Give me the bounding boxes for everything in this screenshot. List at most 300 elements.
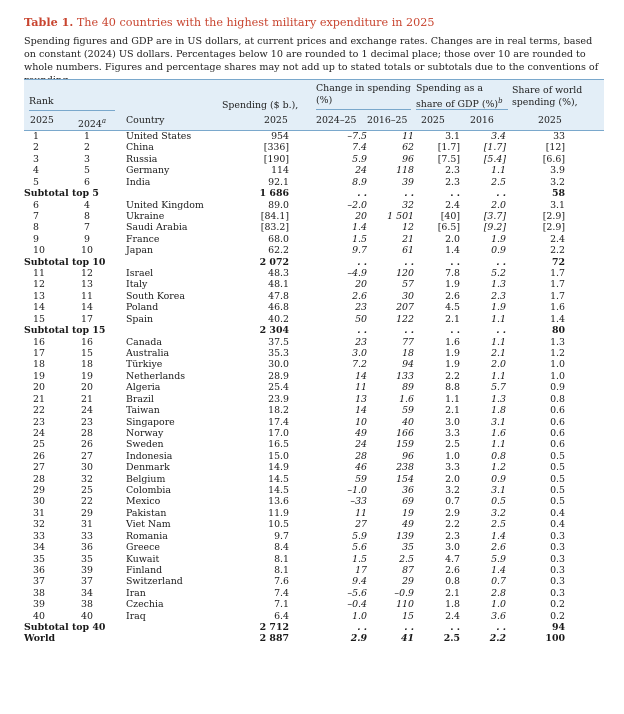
- country-cell: Viet Nam: [126, 519, 171, 531]
- header-gdp-b: 2016: [470, 115, 494, 126]
- gdp-2016-cell: 2.8: [491, 587, 506, 599]
- gdp-2025-cell: 2.3: [445, 176, 460, 188]
- spending-cell: 14.5: [268, 485, 289, 497]
- change-2016-25-cell: 11: [402, 131, 414, 142]
- change-2024-25-cell: . .: [357, 325, 367, 337]
- gdp-2025-cell: 2.4: [445, 199, 460, 211]
- gdp-2025-cell: 7.8: [445, 268, 460, 280]
- rank-2024-cell: 16: [81, 336, 93, 348]
- world-share-cell: 0.5: [550, 450, 565, 462]
- country-cell: Australia: [126, 347, 170, 359]
- gdp-2016-cell: 1.1: [491, 439, 506, 451]
- gdp-2025-cell: 1.6: [445, 336, 460, 348]
- country-cell: Denmark: [126, 462, 170, 474]
- country-cell: Mexico: [126, 496, 161, 508]
- subtotal-row: [24, 622, 604, 633]
- table-row: [24, 576, 604, 587]
- spending-cell: 35.3: [268, 347, 289, 359]
- rank-2024-cell: 13: [81, 279, 93, 291]
- header-change: Change in spending (%): [316, 83, 411, 106]
- rank-2024-cell: 10: [81, 245, 93, 257]
- gdp-2016-cell: 2.6: [491, 542, 506, 554]
- world-share-cell: 72: [551, 256, 565, 268]
- world-share-cell: 0.3: [550, 587, 565, 599]
- gdp-2016-cell: 1.1: [491, 313, 506, 325]
- change-2024-25-cell: 28: [355, 450, 367, 462]
- rank-2024-cell: 11: [81, 290, 93, 302]
- rank-2025-cell: 26: [33, 450, 45, 462]
- gdp-2025-cell: 1.4: [445, 245, 460, 257]
- gdp-2016-cell: 3.6: [491, 610, 506, 622]
- spending-cell: [83.2]: [260, 222, 289, 234]
- gdp-2016-cell: 2.5: [491, 519, 506, 531]
- world-share-cell: 2.2: [550, 245, 565, 257]
- gdp-2025-cell: 1.0: [445, 450, 460, 462]
- country-cell: South Korea: [126, 290, 185, 302]
- country-cell: Algeria: [126, 382, 161, 394]
- change-2016-25-cell: 166: [396, 427, 414, 439]
- spending-cell: 15.0: [268, 450, 289, 462]
- country-cell: Indonesia: [126, 450, 173, 462]
- change-2024-25-cell: 46: [355, 462, 367, 474]
- gdp-2016-cell: 1.3: [491, 393, 506, 405]
- world-share-cell: 1.2: [550, 347, 565, 359]
- gdp-2025-cell: 1.1: [445, 393, 460, 405]
- gdp-2016-cell: 1.8: [491, 405, 506, 417]
- rank-2024-cell: 31: [81, 519, 93, 531]
- gdp-2016-cell: 5.2: [491, 268, 506, 280]
- country-cell: France: [126, 233, 160, 245]
- subtotal-row: [24, 257, 604, 268]
- world-share-cell: 1.7: [550, 268, 565, 280]
- change-2024-25-cell: 7.2: [352, 359, 367, 371]
- change-2024-25-cell: 10: [355, 416, 367, 428]
- rank-2024-cell: 22: [81, 496, 93, 508]
- gdp-2025-cell: 1.9: [445, 359, 460, 371]
- change-2016-25-cell: 238: [396, 462, 414, 474]
- world-share-cell: [12]: [545, 142, 565, 154]
- rank-underline: [29, 110, 115, 111]
- table-row: [24, 245, 604, 256]
- change-2016-25-cell: 2.5: [399, 553, 414, 565]
- table-note: Spending figures and GDP are in US dollars, at current prices and exchange rates. Changes are in real terms, based on constant (2024) US dollars. Percentages below 10 are rounded to 1 decimal place; those over 10 are rounded to whole numbers. Figures and percentage shares may not add up to stated totals or subtotals due to the conventions of: [24, 36, 599, 73]
- gdp-2016-cell: 2.0: [491, 199, 506, 211]
- table-row: [24, 234, 604, 245]
- gdp-2025-cell: 2.6: [445, 290, 460, 302]
- gdp-2016-cell: 0.8: [491, 450, 506, 462]
- world-share-cell: 0.2: [550, 610, 565, 622]
- change-2024-25-cell: 2.9: [350, 633, 367, 645]
- rank-2025-cell: 14: [33, 302, 45, 314]
- gdp-2016-cell: 1.4: [491, 564, 506, 576]
- gdp-2025-cell: 2.4: [445, 610, 460, 622]
- gdp-2016-cell: 1.2: [491, 462, 506, 474]
- gdp-2025-cell: 2.6: [445, 564, 460, 576]
- table-row: [24, 302, 604, 313]
- gdp-2016-cell: 0.9: [491, 473, 506, 485]
- country-cell: Germany: [126, 165, 170, 177]
- world-share-cell: 0.6: [550, 427, 565, 439]
- gdp-2025-cell: 3.0: [445, 542, 460, 554]
- rank-2025-cell: 13: [33, 290, 45, 302]
- change-2024-25-cell: 9.7: [352, 245, 367, 257]
- change-2024-25-cell: 20: [355, 210, 367, 222]
- rank-2025-cell: 9: [33, 233, 39, 245]
- rank-2025-cell: 29: [33, 485, 45, 497]
- header-spending-year: 2025: [264, 115, 288, 126]
- world-share-cell: 3.9: [550, 165, 565, 177]
- rank-2025-cell: 18: [33, 359, 45, 371]
- change-2016-25-cell: 69: [402, 496, 414, 508]
- header-rank-2024: [78, 115, 106, 131]
- gdp-2025-cell: 1.9: [445, 279, 460, 291]
- rank-2024-cell: 14: [81, 302, 93, 314]
- rank-2025-cell: 5: [33, 176, 39, 188]
- country-cell: Belgium: [126, 473, 166, 485]
- gdp-2025-cell: 2.1: [445, 313, 460, 325]
- rank-2024-cell: 9: [84, 233, 90, 245]
- rank-2024-cell: 7: [84, 222, 90, 234]
- rank-2024-cell: 37: [81, 576, 93, 588]
- rank-2025-cell: 6: [33, 199, 39, 211]
- table-row: [24, 508, 604, 519]
- country-cell: Pakistan: [126, 507, 167, 519]
- rank-2025-cell: 15: [33, 313, 45, 325]
- world-share-cell: [6.6]: [542, 153, 565, 165]
- rank-2024-cell: 4: [84, 199, 90, 211]
- spending-cell: 18.2: [268, 405, 289, 417]
- gdp-2025-cell: . .: [450, 622, 460, 634]
- change-2024-25-cell: 23: [355, 302, 367, 314]
- table-row: [24, 565, 604, 576]
- change-2016-25-cell: –0.9: [394, 587, 414, 599]
- world-share-cell: 1.0: [550, 359, 565, 371]
- change-2024-25-cell: –2.0: [347, 199, 367, 211]
- gdp-2016-cell: 5.9: [491, 553, 506, 565]
- row-label: Subtotal top 40: [24, 622, 106, 634]
- table-row: [24, 451, 604, 462]
- subtotal-row: [24, 325, 604, 336]
- change-2016-25-cell: . .: [404, 622, 414, 634]
- table-row: [24, 428, 604, 439]
- spending-cell: 48.3: [268, 268, 289, 280]
- gdp-2025-cell: 3.3: [445, 462, 460, 474]
- header-spending: Spending ($ b.),: [222, 100, 299, 111]
- gdp-2016-cell: 0.5: [491, 496, 506, 508]
- table-title-text: The 40 countries with the highest military expenditure in 2025: [76, 16, 435, 29]
- country-cell: United Kingdom: [126, 199, 204, 211]
- table-row: [24, 177, 604, 188]
- spending-cell: 2 072: [259, 256, 289, 268]
- table-row: [24, 314, 604, 325]
- world-share-cell: 0.8: [550, 393, 565, 405]
- change-2016-25-cell: 1 501: [387, 210, 414, 222]
- change-2016-25-cell: 207: [396, 302, 414, 314]
- change-2024-25-cell: 17: [355, 564, 367, 576]
- country-cell: Taiwan: [126, 405, 160, 417]
- country-cell: Singapore: [126, 416, 175, 428]
- country-cell: Poland: [126, 302, 159, 314]
- country-cell: Canada: [126, 336, 162, 348]
- rank-2024-cell: 29: [81, 507, 93, 519]
- change-2024-25-cell: 2.6: [352, 290, 367, 302]
- header-world-share: Share of world spending (%),: [512, 85, 583, 108]
- world-share-cell: 0.3: [550, 564, 565, 576]
- spending-cell: 46.8: [268, 302, 289, 314]
- rank-2025-cell: 40: [33, 610, 45, 622]
- spending-cell: 2 712: [259, 622, 289, 634]
- header-change-b: 2016–25: [367, 115, 408, 126]
- change-2024-25-cell: 11: [355, 382, 367, 394]
- spending-cell: 37.5: [268, 336, 289, 348]
- table-row: [24, 268, 604, 279]
- rank-2025-cell: 17: [33, 347, 45, 359]
- spending-cell: 17.0: [268, 427, 289, 439]
- change-2016-25-cell: 154: [396, 473, 414, 485]
- change-2024-25-cell: . .: [357, 622, 367, 634]
- change-2016-25-cell: 62: [402, 142, 414, 154]
- table-row: [24, 611, 604, 622]
- spending-cell: 8.1: [274, 564, 289, 576]
- rank-2025-cell: 11: [33, 268, 45, 280]
- gdp-2025-cell: 2.1: [445, 587, 460, 599]
- change-2024-25-cell: –5.6: [347, 587, 367, 599]
- spending-cell: 62.2: [268, 245, 289, 257]
- world-share-cell: 0.3: [550, 542, 565, 554]
- table-row: [24, 531, 604, 542]
- world-share-cell: 0.6: [550, 439, 565, 451]
- spending-cell: 40.2: [268, 313, 289, 325]
- table-row: [24, 211, 604, 222]
- gdp-2025-cell: 1.8: [445, 599, 460, 611]
- table-row: [24, 462, 604, 473]
- gdp-2016-cell: 3.2: [491, 507, 506, 519]
- rank-2025-cell: 22: [33, 405, 45, 417]
- rank-2024-cell: 17: [81, 313, 93, 325]
- rank-2025-cell: 20: [33, 382, 45, 394]
- change-2024-25-cell: 5.6: [352, 542, 367, 554]
- rank-2025-cell: 37: [33, 576, 45, 588]
- gdp-2016-cell: 2.2: [489, 633, 506, 645]
- change-2016-25-cell: 35: [402, 542, 414, 554]
- header-rank-2024-sup: a: [101, 117, 107, 125]
- world-share-cell: 0.6: [550, 405, 565, 417]
- country-cell: Iran: [126, 587, 146, 599]
- change-2024-25-cell: 14: [355, 405, 367, 417]
- gdp-2016-cell: . .: [496, 256, 506, 268]
- gdp-2016-cell: 1.1: [491, 336, 506, 348]
- gdp-2025-cell: [40]: [440, 210, 460, 222]
- change-2024-25-cell: 14: [355, 370, 367, 382]
- change-2024-25-cell: 13: [355, 393, 367, 405]
- gdp-2025-cell: 2.3: [445, 165, 460, 177]
- spending-cell: 25.4: [268, 382, 289, 394]
- rank-2025-cell: 4: [33, 165, 39, 177]
- country-cell: Romania: [126, 530, 168, 542]
- table-row: [24, 382, 604, 393]
- world-share-cell: 1.3: [550, 336, 565, 348]
- change-2016-25-cell: 40: [402, 416, 414, 428]
- country-cell: Norway: [126, 427, 164, 439]
- change-2016-25-cell: 29: [402, 576, 414, 588]
- spending-cell: 10.5: [268, 519, 289, 531]
- world-share-cell: 33: [553, 131, 565, 142]
- change-2016-25-cell: 30: [402, 290, 414, 302]
- spending-cell: 954: [271, 131, 289, 142]
- spending-cell: 68.0: [268, 233, 289, 245]
- rank-2024-cell: 5: [84, 165, 90, 177]
- change-underline: [316, 109, 411, 110]
- gdp-2016-cell: 1.4: [491, 530, 506, 542]
- gdp-2025-cell: . .: [450, 325, 460, 337]
- country-cell: Sweden: [126, 439, 164, 451]
- change-2016-25-cell: 89: [402, 382, 414, 394]
- change-2016-25-cell: 19: [402, 507, 414, 519]
- change-2024-25-cell: 20: [355, 279, 367, 291]
- world-share-cell: 0.4: [550, 507, 565, 519]
- spending-cell: 23.9: [268, 393, 289, 405]
- header-country: Country: [126, 115, 165, 126]
- gdp-2016-cell: . .: [496, 622, 506, 634]
- header-change-a: 2024–25: [316, 115, 357, 126]
- change-2016-25-cell: 94: [402, 359, 414, 371]
- country-cell: Finland: [126, 564, 163, 576]
- change-2016-25-cell: . .: [404, 325, 414, 337]
- spending-cell: 89.0: [268, 199, 289, 211]
- rank-2024-cell: 15: [81, 347, 93, 359]
- rank-2025-cell: 21: [33, 393, 45, 405]
- spending-cell: [84.1]: [260, 210, 289, 222]
- rank-2024-cell: 3: [84, 153, 90, 165]
- change-2024-25-cell: 1.5: [352, 233, 367, 245]
- table-row: [24, 394, 604, 405]
- spending-cell: 92.1: [268, 176, 289, 188]
- rank-2025-cell: 28: [33, 473, 45, 485]
- spending-cell: 47.8: [268, 290, 289, 302]
- spending-cell: [336]: [263, 142, 289, 154]
- rank-2024-cell: 12: [81, 268, 93, 280]
- header-rank-2025: 2025: [30, 115, 54, 126]
- header-gdp-share: [416, 83, 508, 111]
- table-row: [24, 371, 604, 382]
- spending-cell: 16.5: [268, 439, 289, 451]
- change-2016-25-cell: 87: [402, 564, 414, 576]
- row-label: World: [24, 633, 56, 645]
- change-2024-25-cell: 24: [355, 439, 367, 451]
- change-2024-25-cell: 59: [355, 473, 367, 485]
- gdp-2016-cell: 2.1: [491, 347, 506, 359]
- country-cell: Switzerland: [126, 576, 183, 588]
- table-row: [24, 496, 604, 507]
- gdp-2016-cell: 1.6: [491, 427, 506, 439]
- rank-2025-cell: 23: [33, 416, 45, 428]
- gdp-2025-cell: . .: [450, 256, 460, 268]
- rank-2024-cell: 28: [81, 427, 93, 439]
- rank-2025-cell: 38: [33, 587, 45, 599]
- change-2016-25-cell: 61: [402, 245, 414, 257]
- gdp-2025-cell: 3.0: [445, 416, 460, 428]
- spending-cell: 7.1: [274, 599, 289, 611]
- spending-cell: 7.4: [274, 587, 289, 599]
- country-cell: Colombia: [126, 485, 171, 497]
- table-row: [24, 131, 604, 142]
- rank-2025-cell: 7: [33, 210, 39, 222]
- change-2016-25-cell: 120: [396, 268, 414, 280]
- gdp-2016-cell: 1.1: [491, 165, 506, 177]
- country-cell: Japan: [126, 245, 153, 257]
- rank-2024-cell: 27: [81, 450, 93, 462]
- spending-cell: 14.9: [268, 462, 289, 474]
- table-row: [24, 519, 604, 530]
- row-label: Subtotal top 5: [24, 188, 99, 200]
- rank-2024-cell: 18: [81, 359, 93, 371]
- rank-2025-cell: 1: [33, 131, 39, 142]
- gdp-2025-cell: [1.7]: [437, 142, 460, 154]
- change-2024-25-cell: . .: [357, 256, 367, 268]
- world-share-cell: 1.4: [550, 313, 565, 325]
- gdp-2016-cell: 1.3: [491, 279, 506, 291]
- rank-2024-cell: 38: [81, 599, 93, 611]
- table-row: [24, 291, 604, 302]
- change-2024-25-cell: 50: [355, 313, 367, 325]
- country-cell: Spain: [126, 313, 154, 325]
- rank-2025-cell: 12: [33, 279, 45, 291]
- table-title: [24, 15, 604, 30]
- gdp-2025-cell: 2.0: [445, 233, 460, 245]
- table-row: [24, 599, 604, 610]
- rank-2024-cell: 35: [81, 553, 93, 565]
- change-2024-25-cell: –33: [350, 496, 367, 508]
- row-label: Subtotal top 10: [24, 256, 106, 268]
- world-share-cell: 0.3: [550, 576, 565, 588]
- gdp-2016-cell: 2.3: [491, 290, 506, 302]
- rank-2024-cell: 8: [84, 210, 90, 222]
- change-2016-25-cell: 18: [402, 347, 414, 359]
- change-2024-25-cell: 1.0: [352, 610, 367, 622]
- subtotal-row: [24, 633, 604, 644]
- rank-2025-cell: 19: [33, 370, 45, 382]
- change-2024-25-cell: 9.4: [352, 576, 367, 588]
- table-number: Table 1.: [24, 15, 74, 29]
- rank-2025-cell: 31: [33, 507, 45, 519]
- country-cell: Israel: [126, 268, 154, 280]
- change-2024-25-cell: –1.0: [347, 485, 367, 497]
- world-share-cell: [2.9]: [542, 210, 565, 222]
- country-cell: Iraq: [126, 610, 146, 622]
- gdp-2025-cell: 2.5: [443, 633, 460, 645]
- change-2016-25-cell: 77: [402, 336, 414, 348]
- world-share-cell: 3.1: [550, 199, 565, 211]
- gdp-2025-cell: 8.8: [445, 382, 460, 394]
- change-2024-25-cell: 8.9: [352, 176, 367, 188]
- gdp-2025-cell: 2.5: [445, 439, 460, 451]
- country-cell: Ukraine: [126, 210, 165, 222]
- table-row: [24, 359, 604, 370]
- world-share-cell: 0.5: [550, 485, 565, 497]
- spending-cell: 1 686: [259, 188, 289, 200]
- gdp-2016-cell: 5.7: [491, 382, 506, 394]
- gdp-2016-cell: 1.9: [491, 233, 506, 245]
- rank-2024-cell: 20: [81, 382, 93, 394]
- table-row: [24, 588, 604, 599]
- change-2016-25-cell: 49: [402, 519, 414, 531]
- gdp-2025-cell: 0.7: [445, 496, 460, 508]
- header-rank-2024-text: 2024: [78, 119, 102, 131]
- change-2016-25-cell: 139: [396, 530, 414, 542]
- change-2024-25-cell: . .: [357, 188, 367, 200]
- change-2024-25-cell: –0.4: [347, 599, 367, 611]
- table-row: [24, 405, 604, 416]
